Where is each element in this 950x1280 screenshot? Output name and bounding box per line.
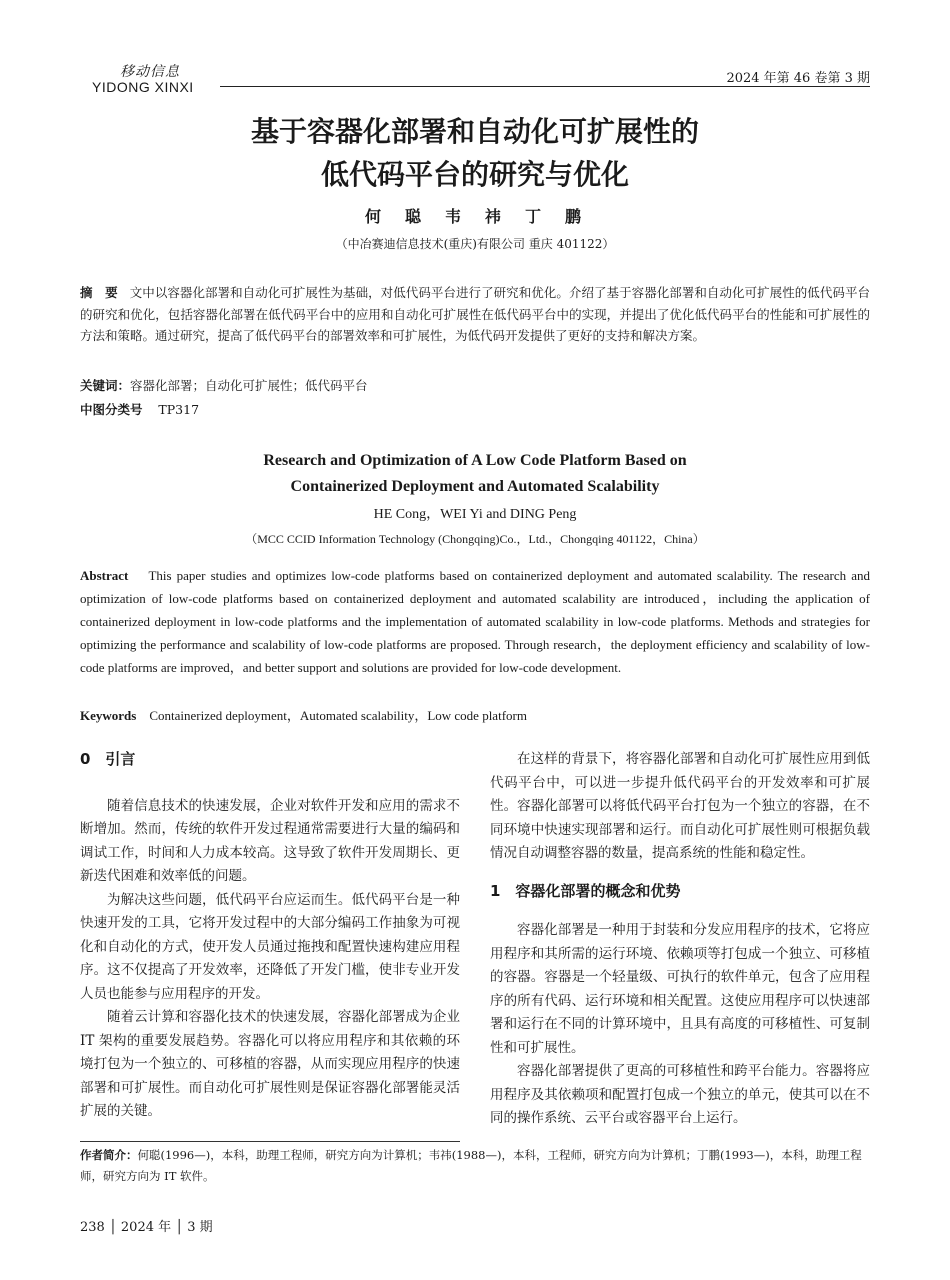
- abstract-en-text: This paper studies and optimizes low-code platforms based on containerized deployment and automated scalability. The research and optimization of low-code platforms based on containerized deployment and automated scalability are introduced，including the application of containerized deployment in low-code platforms and the implementation of automated scalability in low-code platforms. Methods and strategies for optimizing the performance and scalability of low-code platforms are proposed. Through research，the deployment efficiency and scalability of low-code platforms are improved，and better support and solutions are provided for low-code development.: [80, 568, 870, 675]
- section-0-paragraph-1: 随着信息技术的快速发展，企业对软件开发和应用的需求不断增加。然而，传统的软件开发过程通常需要进行大量的编码和调试工作，时间和人力成本较高。这导致了软件开发周期长、更新迭代困难和效率低的问题。: [80, 797, 460, 884]
- abstract-cn: [80, 282, 870, 347]
- english-authors: HE Cong，WEI Yi and DING Peng: [373, 507, 577, 522]
- paper-title: [0, 110, 950, 196]
- keywords-en-text: Containerized deployment，Automated scalability，Low code platform: [149, 708, 527, 723]
- section-1-heading: 1 容器化部署的概念和优势: [490, 881, 681, 900]
- footnote-rule: [80, 1141, 460, 1142]
- english-title-line-2: Containerized Deployment and Automated Scalability: [290, 478, 660, 495]
- abstract-en: [80, 564, 870, 679]
- abstract-en-label: Abstract: [80, 568, 129, 583]
- author-footnote: [80, 1145, 870, 1187]
- english-affiliation: （MCC CCID Information Technology (Chongqing)Co.，Ltd.，Chongqing 401122，China）: [245, 532, 705, 546]
- keywords-en-label: Keywords: [80, 708, 137, 723]
- page-footer: 238 │ 2024 年 │ 3 期: [80, 1220, 213, 1235]
- journal-name-cn: 移动信息: [120, 64, 180, 80]
- title-line-2: 低代码平台的研究与优化: [320, 158, 629, 191]
- english-title: [0, 448, 950, 500]
- section-1-paragraph-1: 容器化部署是一种用于封装和分发应用程序的技术，它将应用程序和其所需的运行环境、依赖项等打包成一个独立、可移植的容器。容器是一个轻量级、可执行的软件单元，包含了应用程序的所有代码、运行环境和相关配置。这使应用程序可以快速部署和运行在不同的计算环境中，且具有高度的可移植性、可复制性和可扩展性。: [490, 922, 870, 1056]
- section-0-paragraph-3: 随着云计算和容器化技术的快速发展，容器化部署成为企业 IT 架构的重要发展趋势。容器化可以将应用程序和其依赖的环境打包为一个独立的、可移植的容器，从而实现应用程序的快速部署和可扩展性。而自动化可扩展性则是保证容器化部署能灵活扩展的关键。: [80, 1009, 460, 1119]
- keywords-cn: [80, 375, 870, 397]
- abstract-cn-label: 摘 要: [80, 285, 118, 300]
- journal-name-en: YIDONG XINXI: [92, 79, 194, 95]
- issue-info: 2024 年第 46 卷第 3 期: [726, 71, 870, 86]
- footnote-label: 作者简介：: [80, 1148, 138, 1162]
- keywords-cn-text: 容器化部署；自动化可扩展性；低代码平台: [130, 378, 368, 393]
- right-column: [490, 748, 870, 1131]
- header-rule: [220, 86, 870, 87]
- clc-number: [80, 399, 870, 421]
- english-title-line-1: Research and Optimization of A Low Code Platform Based on: [263, 452, 687, 469]
- clc-label: 中图分类号: [80, 402, 143, 417]
- left-column: [80, 748, 460, 1124]
- section-1-paragraph-2: 容器化部署提供了更高的可移植性和跨平台能力。容器将应用程序及其依赖项和配置打包成一个独立的单元，使其可以在不同的操作系统、云平台或容器平台上运行。: [490, 1063, 870, 1126]
- footnote-text: 何聪(1996—)，本科，助理工程师，研究方向为计算机；韦祎(1988—)，本科，工程师，研究方向为计算机；丁鹏(1993—)，本科，助理工程师，研究方向为 IT 软件。: [80, 1148, 862, 1183]
- abstract-cn-text: 文中以容器化部署和自动化可扩展性为基础，对低代码平台进行了研究和优化。介绍了基于容器化部署和自动化可扩展性的低代码平台的研究和优化，包括容器化部署在低代码平台中的应用和自动化可扩展性在低代码平台中的实现，并提出了优化低代码平台的性能和可扩展性的方法和策略。通过研究，提高了低代码平台的部署效率和可扩展性，为低代码开发提供了更好的支持和解决方案。: [80, 285, 870, 343]
- section-0-heading: 0 引言: [80, 750, 136, 768]
- section-0-paragraph-2: 为解决这些问题，低代码平台应运而生。低代码平台是一种快速开发的工具，它将开发过程中的大部分编码工作抽象为可视化和自动化的方式，使开发人员通过拖拽和配置快速构建应用程序。这不仅提高了开发效率，还降低了开发门槛，使非专业开发人员也能参与应用程序的开发。: [80, 891, 460, 1002]
- section-0-paragraph-4: 在这样的背景下，将容器化部署和自动化可扩展性应用到低代码平台中，可以进一步提升低代码平台的开发效率和可扩展性。容器化部署可以将低代码平台打包为一个独立的容器，在不同环境中快速实现部署和运行。而自动化可扩展性则可根据负载情况自动调整容器的数量，提高系统的性能和稳定性。: [490, 751, 870, 861]
- affiliation: （中冶赛迪信息技术(重庆)有限公司 重庆 401122）: [335, 237, 615, 251]
- title-line-1: 基于容器化部署和自动化可扩展性的: [250, 115, 699, 148]
- clc-text: TP317: [158, 402, 200, 417]
- keywords-cn-label: 关键词：: [80, 378, 131, 393]
- keywords-en: [80, 704, 870, 727]
- authors: 何 聪 韦 祎 丁 鹏: [364, 207, 585, 226]
